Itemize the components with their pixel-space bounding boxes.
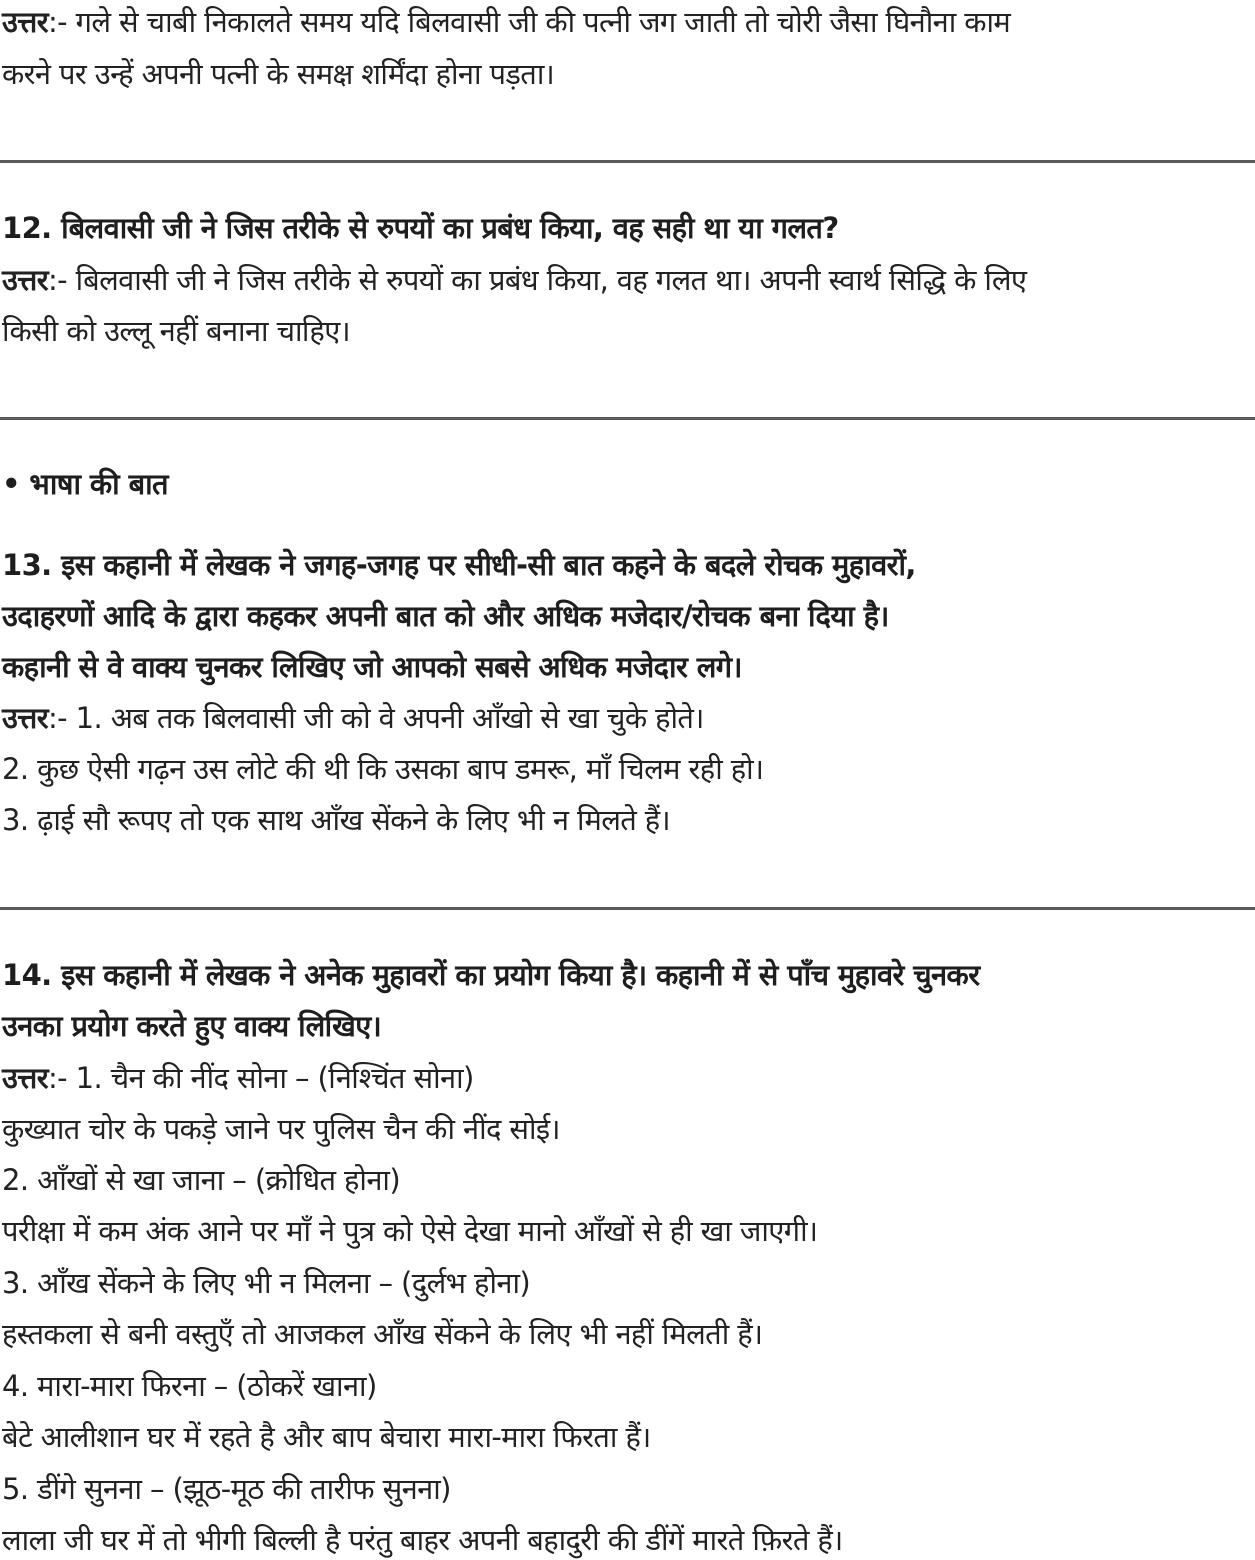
q14-answer-line-10: लाला जी घर में तो भीगी बिल्ली है परंतु बाहर अपनी बहादुरी की डींगें मारते फ़िरते हैं।: [2, 1523, 843, 1557]
q14-question-line-1: 14. इस कहानी में लेखक ने अनेक मुहावरों का प्रयोग किया है। कहानी में से पाँच मुहावरे चुनकर: [2, 958, 980, 992]
q14-answer-line-7: 4. मारा-मारा फिरना – (ठोकरें खाना): [2, 1369, 377, 1403]
q14-answer-line-3: 2. आँखों से खा जाना – (क्रोधित होना): [2, 1163, 401, 1197]
q14-answer-line-1: उत्तर:- 1. चैन की नींद सोना – (निश्चिंत सोना): [2, 1061, 474, 1095]
q14-question-line-2: उनका प्रयोग करते हुए वाक्य लिखिए।: [2, 1009, 382, 1043]
q13-answer-line-2: 2. कुछ ऐसी गढ़न उस लोटे की थी कि उसका बाप डमरू, माँ चिलम रही हो।: [2, 752, 764, 786]
q14-answer-line-9: 5. डींगे सुनना – (झूठ-मूठ की तारीफ सुनना): [2, 1472, 451, 1506]
divider: [0, 417, 1255, 420]
q11-answer-line-1: उत्तर:- गले से चाबी निकालते समय यदि बिलवासी जी की पत्नी जग जाती तो चोरी जैसा घिनौना काम: [2, 5, 1011, 39]
divider: [0, 907, 1255, 910]
q12-answer-line-1: उत्तर:- बिलवासी जी ने जिस तरीके से रुपयों का प्रबंध किया, वह गलत था। अपनी स्वार्थ सिद्धि के लिए: [2, 263, 1027, 297]
q11-answer-line-2: करने पर उन्हें अपनी पत्नी के समक्ष शर्मिंदा होना पड़ता।: [2, 57, 555, 91]
q13-question-line-2: उदाहरणों आदि के द्वारा कहकर अपनी बात को और अधिक मजेदार/रोचक बना दिया है।: [2, 599, 889, 633]
section-heading: • भाषा की बात: [2, 467, 168, 501]
q14-answer-line-2: कुख्यात चोर के पकड़े जाने पर पुलिस चैन की नींद सोई।: [2, 1112, 560, 1146]
answer-label: उत्तर: [2, 1061, 48, 1095]
q13-question-line-1: 13. इस कहानी में लेखक ने जगह-जगह पर सीधी-सी बात कहने के बदले रोचक मुहावरों,: [2, 548, 916, 582]
answer-label: उत्तर: [2, 263, 48, 297]
q13-question-line-3: कहानी से वे वाक्य चुनकर लिखिए जो आपको सबसे अधिक मजेदार लगे।: [2, 650, 742, 684]
q12-question: 12. बिलवासी जी ने जिस तरीके से रुपयों का प्रबंध किया, वह सही था या गलत?: [2, 211, 839, 245]
q12-answer-line-2: किसी को उल्लू नहीं बनाना चाहिए।: [2, 314, 351, 348]
answer-label: उत्तर: [2, 5, 48, 39]
answer-label: उत्तर: [2, 701, 48, 735]
q14-answer-line-4: परीक्षा में कम अंक आने पर माँ ने पुत्र को ऐसे देखा मानो आँखों से ही खा जाएगी।: [2, 1214, 818, 1248]
q14-answer-line-6: हस्तकला से बनी वस्तुएँ तो आजकल आँख सेंकने के लिए भी नहीं मिलती हैं।: [2, 1317, 763, 1351]
q14-answer-line-5: 3. आँख सेंकने के लिए भी न मिलना – (दुर्लभ होना): [2, 1266, 531, 1300]
q13-answer-line-1: उत्तर:- 1. अब तक बिलवासी जी को वे अपनी आँखो से खा चुके होते।: [2, 701, 704, 735]
q14-answer-line-8: बेटे आलीशान घर में रहते है और बाप बेचारा मारा-मारा फिरता हैं।: [2, 1420, 651, 1454]
q13-answer-line-3: 3. ढ़ाई सौ रूपए तो एक साथ आँख सेंकने के लिए भी न मिलते हैं।: [2, 803, 670, 837]
divider: [0, 160, 1255, 163]
